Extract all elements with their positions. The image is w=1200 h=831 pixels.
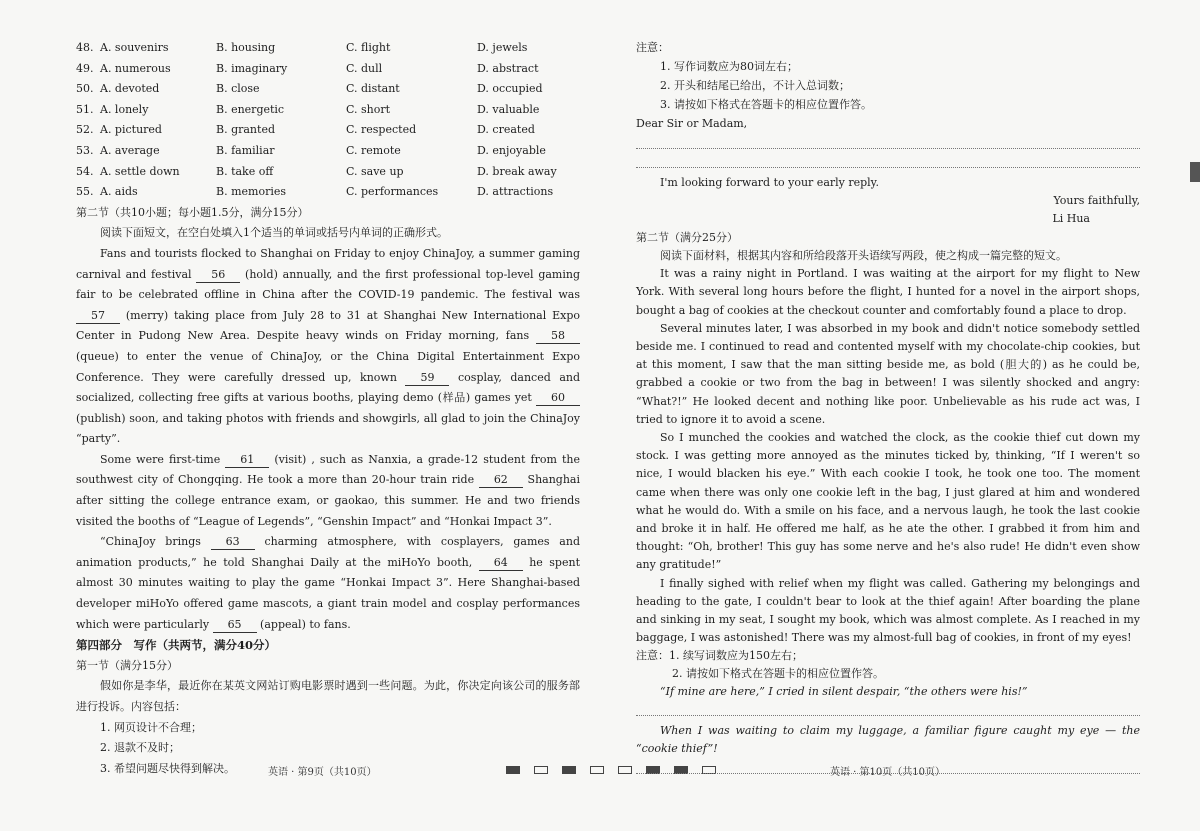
- writing-point: 2. 退款不及时；: [100, 741, 180, 755]
- blank-63[interactable]: 63: [211, 535, 255, 550]
- note-item: 3. 请按如下格式在答题卡的相应位置作答。: [660, 98, 872, 111]
- mark: [562, 766, 576, 774]
- continuation-prompt-1: “If mine are here,” I cried in silent despair, “the others were his!”: [660, 685, 1028, 699]
- section-2-instruction: 阅读下面短文，在空白处填入1个适当的单词或括号内单词的正确形式。: [100, 226, 448, 240]
- mark: [506, 766, 520, 774]
- blank-60[interactable]: 60: [536, 391, 580, 406]
- writing-1-instruction: 假如你是李华，最近你在某英文网站订购电影票时遇到一些问题。为此，你决定向该公司的服务部进行投诉。内容包括：: [76, 679, 580, 713]
- option-row: 53. A. average B. familiar C. remote D. enjoyable: [76, 143, 546, 157]
- right-page: [636, 38, 1140, 780]
- mark: [534, 766, 548, 774]
- writing-point: 3. 希望问题尽快得到解决。: [100, 761, 235, 775]
- signature-name: Li Hua: [1052, 212, 1090, 225]
- passage-paragraph-3: “ChinaJoy brings 63 charming atmosphere, with cosplayers, games and animation products,” he told Shanghai Daily at the miHoYo booth, 64 he spent almost 30 minutes waiting to play the game “Honkai Impact 3”. Here Shanghai-based developer miHoYo offered game mascots, a giant train model and cosplay performances which were particularly 65 (appeal) to fans.: [76, 535, 580, 631]
- story-paragraph: It was a rainy night in Portland. I was waiting at the airport for my flight to New York. With several long hours before the flight, I hunted for a novel in the airport shops, bought a bag of cookies at the checkout counter and comfortably found a place to drop.: [636, 267, 1140, 317]
- options-list: [76, 38, 580, 203]
- edge-tab: [1190, 162, 1200, 182]
- notes-2: 注意：1. 续写词数应为150左右；: [636, 649, 803, 663]
- blank-65[interactable]: 65: [213, 618, 257, 633]
- writing-point: 1. 网页设计不合理；: [100, 720, 202, 734]
- writing-1-title: 第一节（满分15分）: [76, 658, 178, 672]
- option-row: 50. A. devoted B. close C. distant D. occupied: [76, 82, 543, 96]
- section-2-title: 第二节（共10小题；每小题1.5分，满分15分）: [76, 205, 309, 219]
- note-item: 1. 写作词数应为80词左右；: [660, 60, 798, 73]
- option-row: 54. A. settle down B. take off C. save up D. break away: [76, 164, 557, 178]
- blank-58[interactable]: 58: [536, 329, 580, 344]
- passage-paragraph-1: Fans and tourists flocked to Shanghai on Friday to enjoy ChinaJoy, a summer gaming carnival and festival 56 (hold) annually, and the first professional top-level gaming fair to be celebrated offline in China after the COVID-19 pandemic. The festival was 57 (merry) taking place from July 28 to 31 at Shanghai New International Expo Center in Pudong New Area. Despite heavy winds on Friday morning, fans 58 (queue) to enter the venue of ChinaJoy, or the China Digital Entertainment Expo Conference. They were carefully dressed up, known 59 cosplay, danced and socialized, collecting free gifts at various booths, playing demo (样品) games yet 60 (publish) soon, and taking photos with friends and showgirls, all glad to join the ChinaJoy “party”.: [76, 246, 581, 446]
- page-footer-left: 英语 · 第9页（共10页）: [268, 767, 377, 778]
- salutation: Dear Sir or Madam,: [636, 117, 748, 130]
- note-item: 2. 请按如下格式在答题卡的相应位置作答。: [672, 667, 884, 681]
- mark: [590, 766, 604, 774]
- story-paragraph: I finally sighed with relief when my flight was called. Gathering my belongings and heading to the gate, I couldn't bear to look at the thief again! After boarding the plane and sinking in my seat, I sought my book, which was almost complete. As I reached in my baggage, I was astonished! There was my almost-full bag of cookies, in front of my eyes!: [636, 576, 1140, 645]
- mark: [618, 766, 632, 774]
- answer-line[interactable]: [636, 155, 1140, 168]
- blank-62[interactable]: 62: [479, 473, 523, 488]
- page-footer-right: 英语 · 第10页（共10页）: [830, 767, 945, 778]
- option-row: 49. A. numerous B. imaginary C. dull D. abstract: [76, 61, 539, 75]
- part-4-title: 第四部分 写作（共两节，满分40分）: [76, 638, 277, 653]
- blank-56[interactable]: 56: [196, 268, 240, 283]
- blank-64[interactable]: 64: [479, 556, 523, 571]
- writing-2-title: 第二节（满分25分）: [636, 231, 738, 244]
- writing-2-instruction: 阅读下面材料，根据其内容和所给段落开头语续写两段，使之构成一篇完整的短文。: [660, 249, 1067, 262]
- closing-line: I'm looking forward to your early reply.: [660, 176, 879, 189]
- note-item: 2. 开头和结尾已给出，不计入总词数；: [660, 79, 850, 92]
- passage-paragraph-2: Some were first-time 61 (visit) , such as Nanxia, a grade-12 student from the southwest city of Chongqing. He took a more than 20-hour train ride 62 Shanghai after sitting the college entrance exam, or gaokao, this summer. He and two friends visited the booths of “League of Legends”, “Genshin Impact” and “Honkai Impact 3”.: [76, 452, 580, 528]
- option-row: 55. A. aids B. memories C. performances D. attractions: [76, 185, 554, 199]
- option-row: 52. A. pictured B. granted C. respected D. created: [76, 123, 535, 137]
- blank-57[interactable]: 57: [76, 309, 120, 324]
- story-paragraph: Several minutes later, I was absorbed in my book and didn't notice somebody settled beside me. I continued to read and contented myself with my chocolate-chip cookies, but at this moment, I saw that the man sitting beside me, as bold (胆大的) as he could be, grabbed a cookie or two from the bag in between! I was silently shocked and angry: “What?!” He looked decent and nothing like poor. Unbelievable as his rude act was, I tried to ignore it to avoid a scene.: [636, 321, 1140, 426]
- answer-line[interactable]: [636, 136, 1140, 149]
- story-paragraph: So I munched the cookies and watched the clock, as the cookie thief cut down my stock. I was getting more annoyed as the minutes ticked by, thinking, “If I weren't so nice, I would blacken his eye.” With each cookie I took, he took one too. The moment came when there was only one cookie left in the bag, I just glared at him and wondered what he would do. With a smile on his face, and a nervous laugh, he took the last cookie and broke it in half. He offered me half, as he ate the other. I grabbed it from him and thought: “Oh, brother! This guy has some nerve and he's also rude! He didn't even show any gratitude!”: [636, 431, 1140, 572]
- continuation-prompt-2: When I was waiting to claim my luggage, a familiar figure caught my eye — the “cookie thief”!: [636, 724, 1140, 756]
- blank-59[interactable]: 59: [405, 371, 449, 386]
- option-row: 48. A. souvenirs B. housing C. flight D. jewels: [76, 41, 528, 54]
- left-page: [76, 38, 580, 779]
- signature-closing: Yours faithfully,: [1053, 194, 1140, 207]
- blank-61[interactable]: 61: [225, 453, 269, 468]
- answer-line[interactable]: [636, 703, 1140, 716]
- option-row: 51. A. lonely B. energetic C. short D. valuable: [76, 102, 540, 116]
- notes-label: 注意：: [636, 41, 669, 54]
